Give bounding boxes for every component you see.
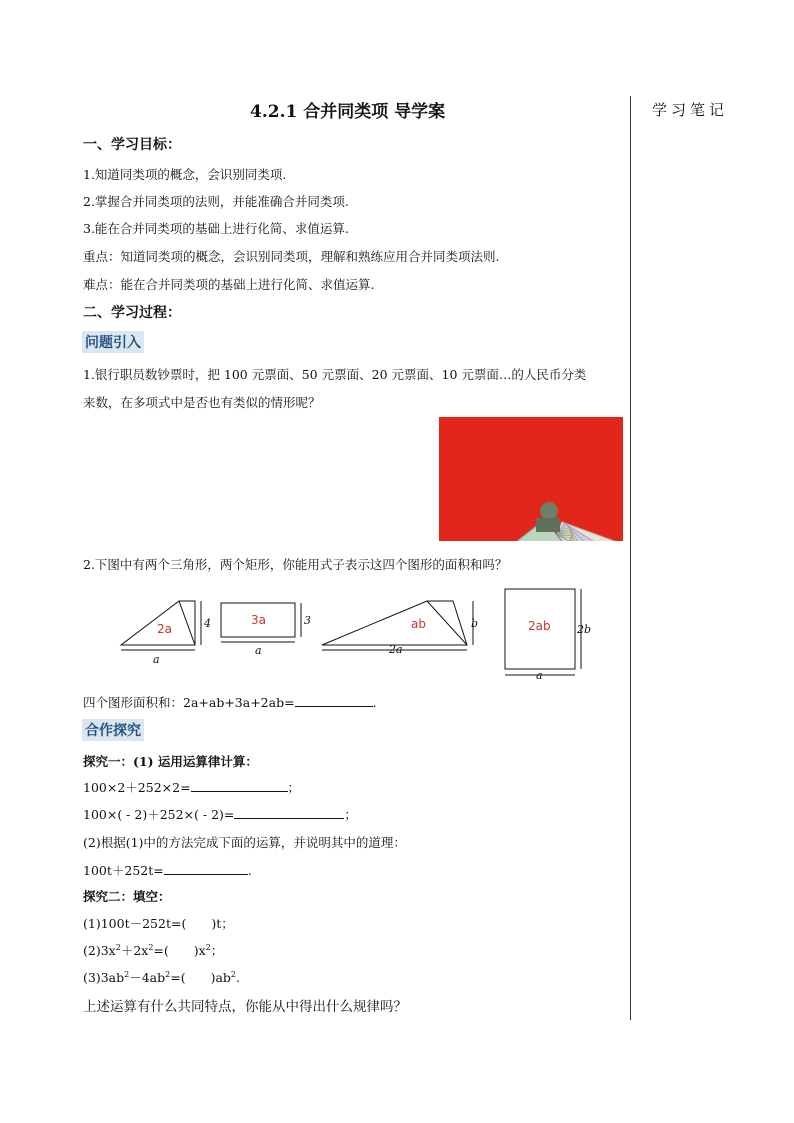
question-1-line-2: 来数，在多项式中是否也有类似的情形呢？	[83, 395, 321, 410]
triangle-3-area-label: ab	[411, 617, 426, 631]
triangle-3-base-label: 2a	[389, 643, 403, 656]
area-sum-question	[83, 693, 377, 711]
closing-question: 上述运算有什么共同特点，你能从中得出什么规律吗？	[83, 999, 407, 1015]
question-1-line-1: 1.银行职员数钞票时，把 100 元票面、50 元票面、20 元票面、10 元票面…的人民币分类	[83, 367, 587, 382]
explore-2-c-pre: (3)3ab	[83, 970, 125, 985]
area-figures	[115, 583, 605, 687]
notes-divider	[630, 96, 631, 1020]
section-process-heading: 二、学习过程：	[83, 305, 181, 321]
goal-3: 3.能在合并同类项的基础上进行化简、求值运算.	[83, 221, 349, 236]
explore-1-b-blank[interactable]	[234, 806, 344, 819]
difficulty: 难点：能在合并同类项的基础上进行化简、求值运算.	[83, 277, 375, 292]
triangle-figure-1	[121, 601, 211, 666]
explore-2-title: 探究二：填空：	[83, 889, 171, 904]
rectangle-4-base-label: a	[536, 669, 543, 682]
explore-2-c-eq: =( )ab	[170, 970, 231, 985]
area-sum-text: 四个图形面积和：2a+ab+3a+2ab=	[83, 695, 295, 710]
explore-2-c	[83, 968, 240, 986]
explore-2-b-mid: ＋2x	[120, 943, 149, 958]
key-point: 重点：知道同类项的概念，会识别同类项，理解和熟练应用合并同类项法则.	[83, 249, 500, 264]
rectangle-2-area-label: 3a	[251, 613, 266, 627]
explore-2-b	[83, 941, 223, 959]
triangle-1-height-label: 4	[204, 617, 211, 630]
explore-1-d-end: .	[247, 863, 252, 878]
explore-2-a: (1)100t－252t=( )t；	[83, 916, 234, 931]
explore-1-a-text: 100×2＋252×2=	[83, 780, 191, 795]
explore-1-b-end: ；	[344, 807, 357, 822]
rectangle-4-area-label: 2ab	[528, 619, 551, 633]
triangle-figure-3	[322, 601, 478, 656]
exponent: 2	[148, 942, 154, 952]
explore-2-b-end: ；	[210, 943, 224, 958]
triangle-1-area-label: 2a	[157, 622, 172, 636]
rectangle-2-height-label: 3	[304, 614, 311, 627]
goal-1: 1.知道同类项的概念，会识别同类项.	[83, 167, 287, 182]
exponent: 2	[165, 969, 171, 979]
rectangle-4-height-label: 2b	[577, 623, 592, 636]
explore-2-b-eq: =( )x	[153, 943, 206, 958]
area-sum-blank[interactable]	[295, 694, 373, 707]
explore-1-b-text: 100×( - 2)＋252×( - 2)=	[83, 807, 235, 822]
section-goals-heading: 一、学习目标：	[83, 137, 181, 153]
explore-2-c-end: .	[236, 970, 240, 985]
explore-1-a-end: ；	[287, 780, 301, 795]
exponent: 2	[205, 942, 211, 952]
explore-2-c-mid: －4ab	[129, 970, 166, 985]
explore-1-d	[83, 861, 252, 879]
exponent: 2	[115, 942, 121, 952]
area-sum-end: .	[372, 695, 377, 710]
notes-title: 学习笔记	[652, 101, 729, 119]
rectangle-2-base-label: a	[255, 644, 262, 657]
page-title: 4.2.1 合并同类项 导学案	[250, 102, 446, 122]
rectangle-figure-2	[221, 603, 311, 657]
explore-1-title: 探究一：(1) 运用运算律计算：	[83, 754, 258, 769]
rectangle-figure-4	[505, 589, 591, 682]
banknotes-photo	[439, 417, 623, 541]
explore-1-a-blank[interactable]	[191, 779, 288, 792]
explore-1-a	[83, 778, 300, 796]
goal-2: 2.掌握合并同类项的法则，并能准确合并同类项.	[83, 194, 349, 209]
explore-1-d-text: 100t＋252t=	[83, 863, 164, 878]
triangle-3-height-label: b	[471, 617, 479, 630]
explore-1-c: (2)根据(1)中的方法完成下面的运算，并说明其中的道理：	[83, 835, 406, 850]
explore-2-b-pre: (2)3x	[83, 943, 116, 958]
triangle-1-base-label: a	[153, 653, 160, 666]
exponent: 2	[230, 969, 237, 979]
explore-1-b	[83, 805, 357, 823]
tag-coop: 合作探究	[82, 719, 144, 741]
tag-intro: 问题引入	[82, 331, 144, 353]
explore-1-d-blank[interactable]	[164, 862, 248, 875]
question-2: 2.下图中有两个三角形，两个矩形，你能用式子表示这四个图形的面积和吗？	[83, 557, 508, 572]
exponent: 2	[124, 969, 130, 979]
